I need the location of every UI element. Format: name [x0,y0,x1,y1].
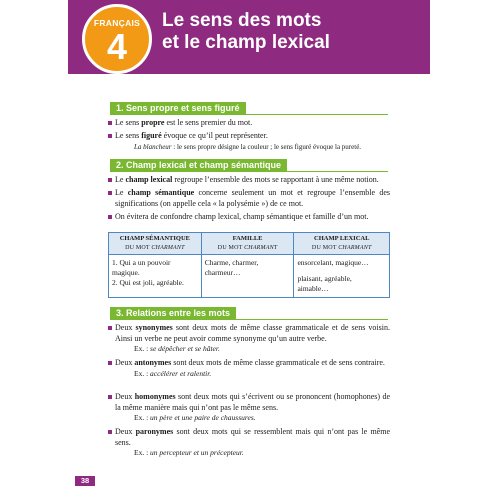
table-header-semantic: CHAMP SÉMANTIQUE DU MOT CHARMANT [109,233,202,255]
example-antonymes: Ex. : accélérer et ralentir. [134,368,212,378]
comparison-table [108,232,390,298]
example-homonymes: Ex. : un père et une paire de chaussures. [134,413,256,422]
section-3-bullet-synonymes: Deux synonymes sont deux mots de même classe grammaticale et de sens voisin. Ainsi un verbe ne peut avoir comme synonyme qu’un autre verbe. Ex. : se dépêcher et se hâter. [108,323,390,355]
table-header-row [109,233,390,255]
table-row [109,255,390,298]
section-1-bullet-2: Le sens figuré évoque ce qu’il peut représenter. La blancheur : le sens propre désigne la couleur ; le sens figuré évoque la pureté. [108,131,390,152]
bullet-icon [108,326,112,330]
section-1-heading: 1. Sens propre et sens figuré [110,102,246,115]
bullet-icon [108,395,112,399]
bullet-icon [108,215,112,219]
section-1-example: La blancheur : le sens propre désigne la couleur ; le sens figuré évoque la pureté. [134,142,362,151]
section-3-bullet-homonymes: Deux homonymes sont deux mots qui s’écrivent ou se prononcent (homophones) de la même manière mais qui n’ont pas le même sens. Ex. : un père et une paire de chaussures. [108,392,390,424]
section-1-bullet-1: Le sens propre est le sens premier du mot. [108,118,390,129]
title-line-2: et le champ lexical [162,32,330,53]
bullet-icon [108,134,112,138]
bullet-icon [108,121,112,125]
table-cell-family: Charme, charmer, charmeur… [201,255,294,298]
section-2-bullet-3: On évitera de confondre champ lexical, champ sémantique et famille d’un mot. [108,212,390,223]
section-3-heading: 3. Relations entre les mots [110,307,236,320]
subject-label: FRANÇAIS [93,18,141,28]
section-3-rule [110,319,388,320]
example-synonymes: Ex. : se dépêcher et se hâter. [134,344,220,353]
table-header-lexical: CHAMP LEXICAL DU MOT CHARMANT [294,233,390,255]
bullet-icon [108,178,112,182]
title-line-1: Le sens des mots [162,10,322,31]
table-header-family: FAMILLE DU MOT CHARMANT [201,233,294,255]
section-2-bullet-2: Le champ sémantique concerne seulement un mot et regroupe l’ensemble des significations (on appelle cela « la polysémie ») de ce mot. [108,188,390,209]
bullet-icon [108,361,112,365]
table-cell-lexical: ensorcelant, magique… plaisant, agréable, aimable… [294,255,390,298]
chapter-number: 4 [106,26,128,67]
page-number: 38 [75,476,95,486]
chapter-badge [82,4,152,74]
bullet-icon [108,430,112,434]
section-2-rule [110,171,388,172]
section-2-heading: 2. Champ lexical et champ sémantique [110,159,287,172]
example-paronymes: Ex. : un percepteur et un précepteur. [134,448,244,457]
bullet-icon [108,191,112,195]
table-cell-semantic: 1. Qui a un pouvoir magique. 2. Qui est joli, agréable. [109,255,202,298]
section-1-rule [110,114,388,115]
section-3-bullet-antonymes: Deux antonymes sont deux mots de même classe grammaticale et de sens contraire. Ex. : accélérer et ralentir. [108,358,390,379]
page-title [162,10,422,54]
section-2-bullet-1: Le champ lexical regroupe l’ensemble des mots se rapportant à une même notion. [108,175,390,186]
section-3-bullet-paronymes: Deux paronymes sont deux mots qui se ressemblent mais qui n’ont pas le même sens. Ex. : un percepteur et un précepteur. [108,427,390,459]
